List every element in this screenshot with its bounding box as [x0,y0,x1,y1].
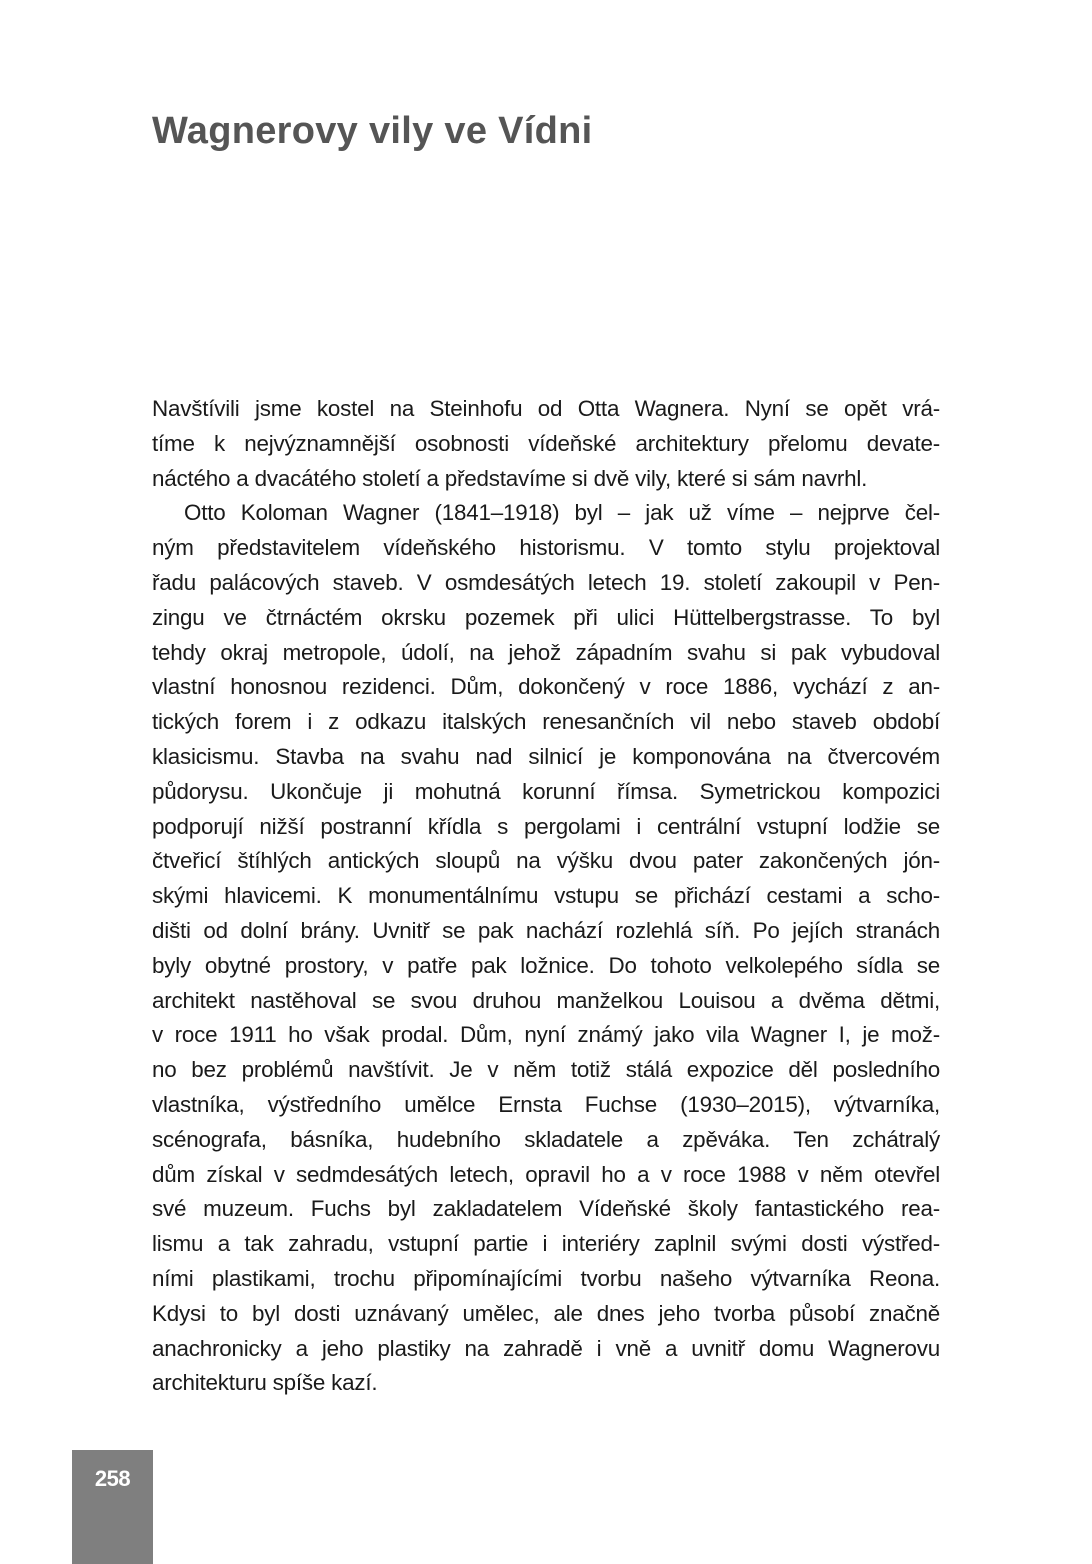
text-line: byly obytné prostory, v patře pak ložnice. Do tohoto velkolepého sídla se [152,952,940,978]
text-line: podporují nižší postranní křídla s pergolami i centrální vstupní lodžie se [152,813,940,839]
text-line: skými hlavicemi. K monumentálnímu vstupu se přichází cestami a scho- [152,883,940,909]
text-line: scénografa, básníka, hudebního skladatele a zpěváka. Ten zchátralý [152,1126,940,1152]
text-line: klasicismu. Stavba na svahu nad silnicí je komponována na čtvercovém [152,743,940,769]
text-line: Kdysi to byl dosti uznávaný umělec, ale dnes jeho tvorba působí značně [152,1300,940,1326]
text-line: tehdy okraj metropole, údolí, na jehož západním svahu si pak vybudoval [152,639,940,665]
text-line: vlastníka, výstředního umělce Ernsta Fuchse (1930–2015), výtvarníka, [152,1091,940,1117]
text-line: architekt nastěhoval se svou druhou manželkou Louisou a dvěma dětmi, [152,987,940,1013]
text-line: dům získal v sedmdesátých letech, opravil ho a v roce 1988 v něm otevřel [152,1161,940,1187]
text-line: vlastní honosnou rezidenci. Dům, dokončený v roce 1886, vychází z an- [152,674,940,700]
text-line: Otto Koloman Wagner (1841–1918) byl – jak už víme – nejprve čel- [184,500,940,526]
text-line: řadu palácových staveb. V osmdesátých letech 19. století zakoupil v Pen- [152,569,940,595]
text-line: ným představitelem vídeňského historismu. V tomto stylu projektoval [152,535,940,561]
text-line: čtveřicí štíhlých antických sloupů na výšku dvou pater zakončených jón- [152,848,940,874]
text-line: své muzeum. Fuchs byl zakladatelem Vídeňské školy fantastického rea- [152,1196,940,1222]
text-line: Navštívili jsme kostel na Steinhofu od Otta Wagnera. Nyní se opět vrá- [152,396,940,421]
text-line: tických forem i z odkazu italských renesančních vil nebo staveb období [152,709,940,735]
body-text [152,392,940,1401]
text-line: no bez problémů navštívit. Je v něm totiž stálá expozice děl posledního [152,1057,940,1083]
text-line: dišti od dolní brány. Uvnitř se pak nachází rozlehlá síň. Po jejích stranách [152,917,940,943]
chapter-title: Wagnerovy vily ve Vídni [152,110,593,152]
text-line: anachronicky a jeho plastiky na zahradě i vně a uvnitř domu Wagnerovu [152,1335,940,1361]
page-number: 258 [94,1466,131,1491]
text-line: náctého a dvacátého století a představíme si dvě vily, které si sám navrhl. [152,465,868,491]
text-line: zingu ve čtrnáctém okrsku pozemek při ulici Hüttelbergstrasse. To byl [152,604,940,630]
text-line: architekturu spíše kazí. [152,1370,378,1396]
text-line: lismu a tak zahradu, vstupní partie i interiéry zaplnil svými dosti výstřed- [152,1231,940,1257]
text-line: půdorysu. Ukončuje ji mohutná korunní římsa. Symetrickou kompozici [152,778,940,804]
text-line: tíme k nejvýznamnější osobnosti vídeňské architektury přelomu devate- [152,430,940,456]
text-line: ními plastikami, trochu připomínajícími tvorbu našeho výtvarníka Reona. [152,1265,940,1291]
text-line: v roce 1911 ho však prodal. Dům, nyní známý jako vila Wagner I, je mož- [152,1022,940,1048]
